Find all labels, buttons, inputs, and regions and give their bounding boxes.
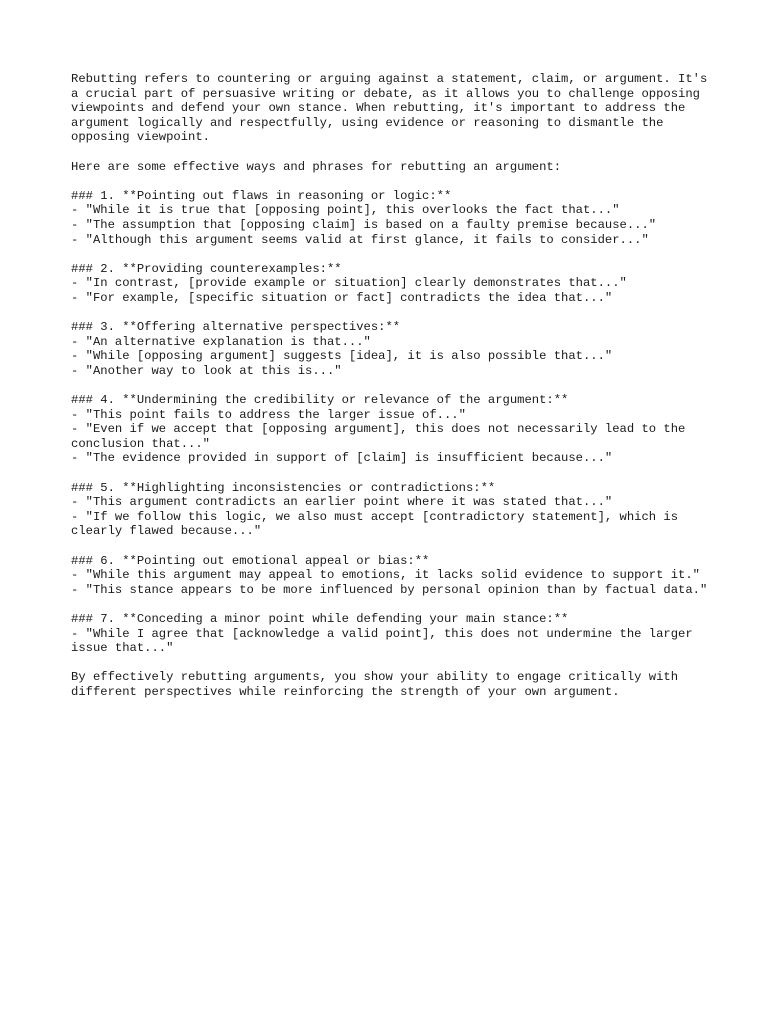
list-item: - "Although this argument seems valid at first glance, it fails to consider...": [71, 232, 649, 247]
list-item: - "If we follow this logic, we also must accept [contradictory statement], which is clearly flawed because...": [71, 509, 686, 539]
list-item: - "This argument contradicts an earlier point where it was stated that...": [71, 495, 613, 510]
section-6: [71, 554, 711, 598]
list-item: - "The assumption that [opposing claim] is based on a faulty premise because...": [71, 217, 657, 232]
section-heading: ### 7. **Conceding a minor point while defending your main stance:**: [71, 611, 569, 626]
conclusion-paragraph: By effectively rebutting arguments, you show your ability to engage critically with different perspectives while reinforcing the strength of your own argument.: [71, 670, 686, 699]
lead-in-paragraph: Here are some effective ways and phrases for rebutting an argument:: [71, 159, 562, 174]
section-5: [71, 481, 711, 539]
list-item: - "While [opposing argument] suggests [idea], it is also possible that...": [71, 349, 613, 364]
list-item: - "This stance appears to be more influenced by personal opinion than by factual data.": [71, 582, 708, 597]
section-heading: ### 5. **Highlighting inconsistencies or contradictions:**: [71, 480, 496, 495]
document-body: [71, 72, 715, 714]
list-item: - "This point fails to address the larger issue of...": [71, 407, 466, 422]
section-3: [71, 320, 711, 378]
section-heading: ### 2. **Providing counterexamples:**: [71, 261, 342, 276]
list-item: - "While this argument may appeal to emotions, it lacks solid evidence to support it.": [71, 568, 700, 583]
section-heading: ### 4. **Undermining the credibility or relevance of the argument:**: [71, 393, 569, 408]
section-1: [71, 189, 711, 247]
section-heading: ### 3. **Offering alternative perspectives:**: [71, 320, 401, 335]
list-item: - "In contrast, [provide example or situation] clearly demonstrates that...": [71, 276, 627, 291]
section-heading: ### 1. **Pointing out flaws in reasoning or logic:**: [71, 188, 452, 203]
list-item: - "Another way to look at this is...": [71, 363, 342, 378]
list-item: - "Even if we accept that [opposing argument], this does not necessarily lead to the conclusion that...": [71, 422, 693, 451]
list-item: - "The evidence provided in support of [claim] is insufficient because...": [71, 451, 613, 466]
intro-paragraph: Rebutting refers to countering or arguing against a statement, claim, or argument. It's a crucial part of persuasive writing or debate, as it allows you to challenge opposing viewpoints and defend your own stance. When rebutting, it's important to address the argument logically and respectfully, using evidence or reasoning to dismantle the opposing viewpoint.: [71, 72, 715, 145]
section-heading: ### 6. **Pointing out emotional appeal or bias:**: [71, 553, 430, 568]
list-item: - "While I agree that [acknowledge a valid point], this does not undermine the larger issue that...": [71, 626, 700, 656]
section-7: [71, 612, 711, 656]
list-item: - "An alternative explanation is that...": [71, 334, 371, 349]
section-2: [71, 262, 711, 306]
list-item: - "While it is true that [opposing point], this overlooks the fact that...": [71, 203, 620, 218]
section-4: [71, 393, 711, 466]
list-item: - "For example, [specific situation or fact] contradicts the idea that...": [71, 290, 613, 305]
